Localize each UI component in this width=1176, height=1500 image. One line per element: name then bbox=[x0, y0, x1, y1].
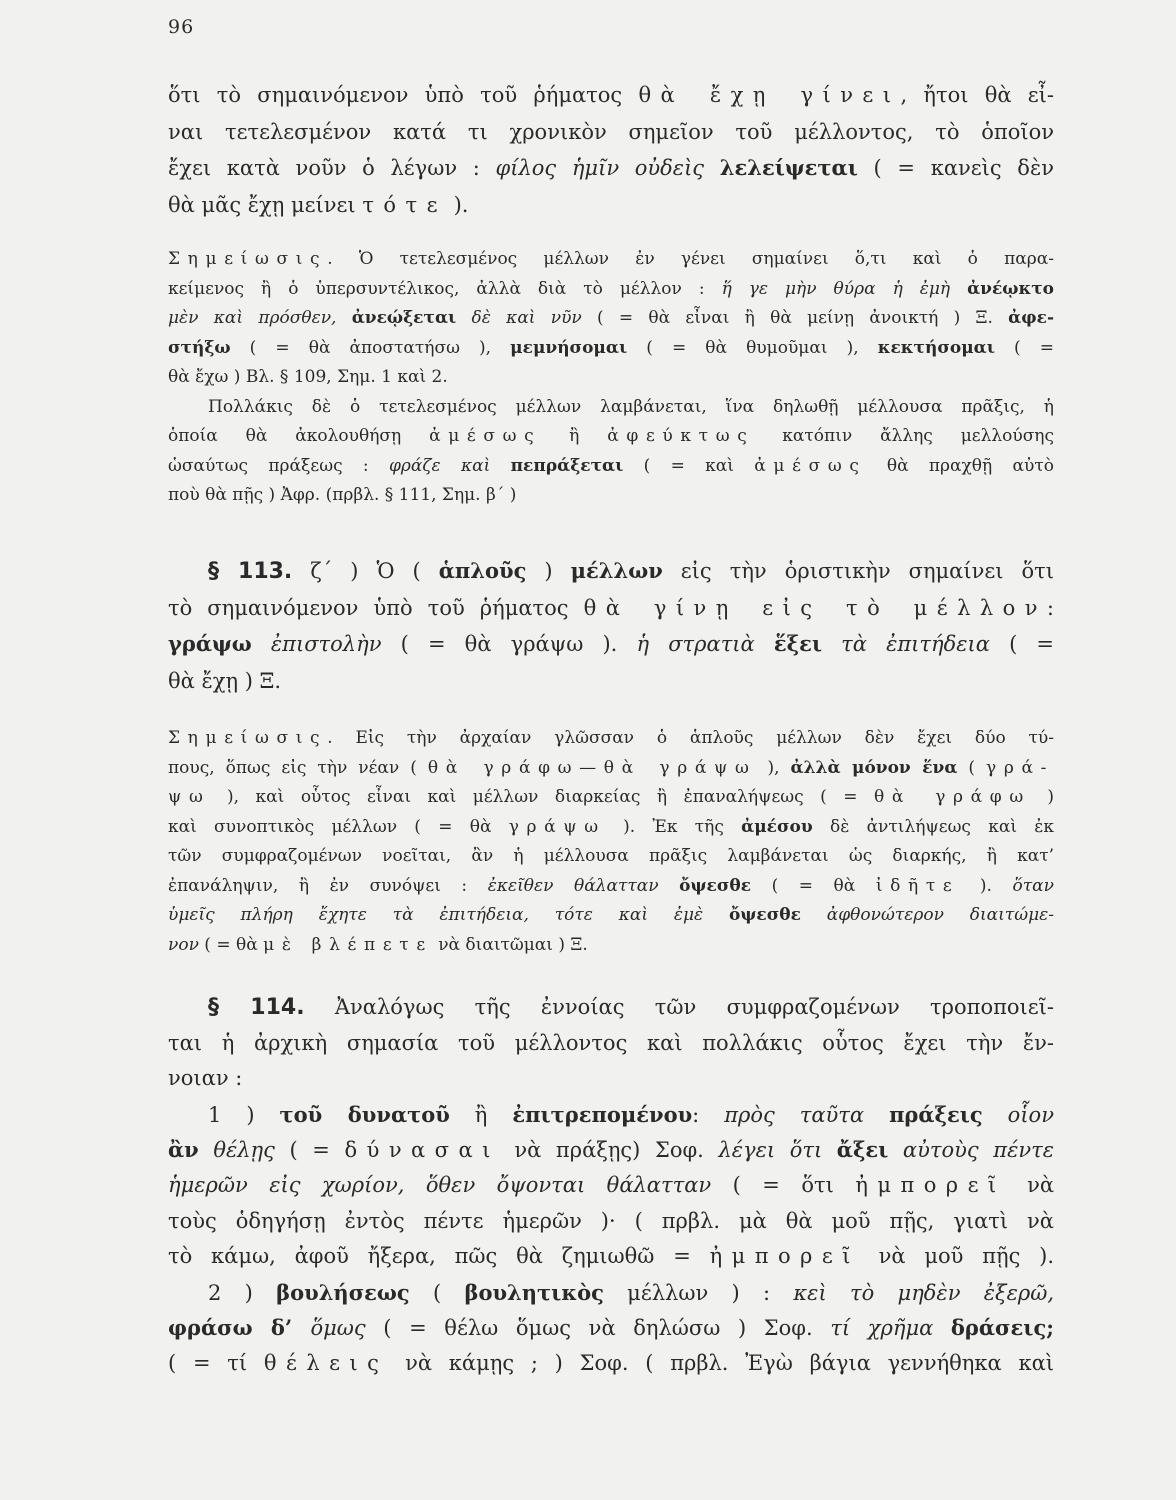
text-run: . Εἰς τὴν ἀρχαίαν γλῶσσαν ὁ ἁπλοῦς μέλλων δὲν ἔχει δύο τύ- bbox=[327, 728, 1054, 748]
text-line bbox=[168, 724, 1054, 754]
text-line bbox=[168, 150, 1054, 187]
text-run: νον bbox=[168, 934, 199, 955]
section-113 bbox=[168, 553, 1054, 699]
text-run: ναι τετελεσμένον κατά τι χρονικὸν σημεῖον τοῦ μέλλοντος, τὸ ὁποῖον bbox=[168, 119, 1054, 144]
text-line bbox=[168, 842, 1054, 872]
text-run: ( bbox=[957, 757, 987, 778]
text-run: ( bbox=[409, 1280, 465, 1305]
text-run: 2 ) bbox=[208, 1280, 277, 1305]
text-run: κεὶ τὸ μηδὲν ἐξερῶ, bbox=[793, 1280, 1054, 1305]
text-run: ( = ὅτι bbox=[711, 1172, 856, 1197]
text-run: πράξεις bbox=[889, 1101, 983, 1127]
text-run: ). Ἐκ τῆς bbox=[605, 816, 742, 837]
text-run: τὸ σημαινόμενον ὑπὸ τοῦ ῥήματος bbox=[168, 595, 584, 620]
text-run: ἀμέσου bbox=[741, 816, 813, 837]
text-run: θὰ ἔχῃ γίνει bbox=[638, 83, 901, 107]
text-run: θέλεις bbox=[263, 1350, 389, 1375]
text-line bbox=[168, 931, 1054, 961]
text-run: νοιαν : bbox=[168, 1066, 243, 1091]
text-run: δ’ bbox=[252, 1315, 311, 1341]
text-run: φίλος ἡμῖν οὐδεὶς bbox=[495, 156, 720, 181]
text-run: ( = θέλω ὅμως νὰ δηλώσω ) Σοφ. bbox=[365, 1316, 831, 1341]
text-line bbox=[168, 1310, 1054, 1346]
text-line bbox=[168, 901, 1054, 931]
text-run: ἐκεῖθεν θάλατταν bbox=[487, 875, 680, 896]
text-run: : bbox=[1046, 595, 1054, 620]
text-run: ( = θὰ bbox=[751, 875, 876, 896]
note-paragraph-2 bbox=[168, 724, 1054, 960]
text-run: θὰ ἔχω ) Βλ. § 109, Σημ. 1 καὶ 2. bbox=[168, 367, 448, 387]
text-run: φράσω bbox=[168, 1315, 253, 1341]
text-run: βουλητικὸς bbox=[464, 1279, 604, 1305]
text-run: μεμνήσομαι bbox=[510, 337, 628, 358]
text-run: θὰ γίνῃ εἰς τὸ μέλλον bbox=[583, 595, 1047, 620]
text-line bbox=[168, 1026, 1054, 1062]
text-run: ( = κανεὶς δὲν bbox=[857, 156, 1054, 181]
text-run: ὑμεῖς πλήρη ἔχητε τὰ ἐπιτήδεια, τότε καὶ ἐμὲ bbox=[168, 905, 730, 925]
text-line bbox=[168, 422, 1054, 452]
text-line bbox=[168, 626, 1054, 663]
text-run: μὲ βλέπετε bbox=[263, 934, 433, 955]
text-run: Πολλάκις δὲ ὁ τετελεσμένος μέλλων λαμβάνεται, ἵνα δηλωθῇ μέλλουσα πρᾶξις, ἡ bbox=[208, 396, 1054, 417]
text-run: θὰ ἔχῃ ) Ξ. bbox=[168, 668, 282, 693]
text-line bbox=[168, 590, 1054, 627]
text-run: τοῦ δυνατοῦ bbox=[279, 1101, 450, 1127]
text-run: ( = θὰ γράψω ). bbox=[381, 632, 637, 657]
text-run: ἁπλοῦς bbox=[438, 558, 527, 583]
text-run: δὲ ἀντιλήψεως καὶ ἐκ bbox=[812, 816, 1054, 837]
note-paragraph-1 bbox=[168, 245, 1054, 511]
text-run: ἂν bbox=[168, 1137, 199, 1163]
text-run: λελείψεται bbox=[719, 155, 858, 181]
text-run: : bbox=[692, 1102, 725, 1127]
text-run: θὰ πραχθῇ αὐτὸ bbox=[866, 455, 1054, 476]
text-run: ποὺ θὰ πῇς ) Ἀφρ. (πρβλ. § 111, Σημ. β΄ ) bbox=[168, 485, 517, 505]
text-line bbox=[168, 334, 1054, 364]
text-run: κείμενος ἢ ὁ ὑπερσυντέλικος, ἀλλὰ διὰ τὸ μέλλον : bbox=[168, 278, 722, 299]
text-run: ( = τί bbox=[168, 1350, 264, 1375]
text-run: αὐτοὺς πέντε bbox=[888, 1138, 1054, 1163]
text-run: ἡ στρατιὰ bbox=[636, 632, 774, 657]
text-run: § 114. bbox=[208, 995, 305, 1020]
text-run: δράσεις; bbox=[950, 1315, 1054, 1341]
text-run: , ἤτοι θὰ εἶ- bbox=[900, 83, 1054, 107]
page-number: 96 bbox=[168, 16, 195, 38]
text-run: θὰ γράφω bbox=[874, 787, 1031, 807]
text-run: ), bbox=[756, 757, 791, 778]
text-run: ἕξει bbox=[773, 631, 823, 657]
text-line bbox=[168, 275, 1054, 305]
text-run: ( = θὰ ἀποστατήσω ), bbox=[230, 337, 511, 358]
text-line bbox=[168, 990, 1054, 1026]
text-run: ἰδῆτε bbox=[875, 875, 960, 896]
text-run: θὰ μᾶς ἔχῃ μείνει bbox=[168, 192, 363, 217]
text-run: ) bbox=[1030, 787, 1054, 807]
text-line bbox=[168, 1097, 1054, 1133]
text-run: μὲν καὶ πρόσθεν, bbox=[168, 308, 352, 328]
text-run: ἀνέῳκτο bbox=[967, 278, 1054, 299]
text-run: οἷον bbox=[982, 1102, 1054, 1127]
text-run: ται ἡ ἀρχικὴ σημασία τοῦ μέλλοντος καὶ πολλάκις οὗτος ἔχει τὴν ἔν- bbox=[168, 1030, 1054, 1055]
text-run: ἀφε- bbox=[1008, 308, 1054, 328]
text-run: ἀμέσως bbox=[429, 426, 542, 446]
text-line bbox=[168, 304, 1054, 334]
text-run: § 113. bbox=[208, 559, 293, 584]
text-run: νὰ μοῦ πῇς ). bbox=[859, 1244, 1054, 1269]
section-114 bbox=[168, 990, 1054, 1382]
text-run: . Ὁ τετελεσμένος μέλλων ἐν γένει σημαίνει ὅ,τι καὶ ὁ παρα- bbox=[327, 249, 1054, 269]
text-run: ( = θὰ bbox=[198, 934, 264, 955]
text-line bbox=[168, 1061, 1054, 1097]
text-run: ὁποία θὰ ἀκολουθήσῃ bbox=[168, 426, 430, 446]
text-run: μέλλων bbox=[570, 558, 663, 583]
text-run: ( = θὰ θυμοῦμαι ), bbox=[627, 337, 878, 358]
text-run: ἀνεῴξεται bbox=[351, 308, 457, 328]
text-line bbox=[168, 393, 1054, 423]
text-run: ὄψεσθε bbox=[679, 875, 752, 896]
text-run: ὄψεσθε bbox=[729, 905, 801, 925]
text-run: ). bbox=[446, 192, 469, 217]
text-run: τότε bbox=[362, 192, 447, 217]
text-run: ( = θὰ εἶναι ἢ θὰ μείνῃ ἀνοικτή ) Ξ. bbox=[581, 308, 1009, 328]
text-line bbox=[168, 1239, 1054, 1275]
text-line bbox=[168, 872, 1054, 902]
text-run: δὲ καὶ νῦν bbox=[456, 308, 582, 328]
text-run: ἀλλὰ μόνον ἕνα bbox=[790, 757, 958, 778]
text-run: μέλλων ) : bbox=[603, 1280, 794, 1305]
text-line bbox=[168, 813, 1054, 843]
text-line bbox=[168, 114, 1054, 151]
text-line bbox=[168, 754, 1054, 784]
text-run: Σημείωσις bbox=[168, 249, 328, 269]
text-run: θέλῃς bbox=[198, 1138, 275, 1163]
text-line bbox=[168, 245, 1054, 275]
text-run: ἢ bbox=[449, 1102, 513, 1127]
text-run: ἔχει κατὰ νοῦν ὁ λέγων : bbox=[168, 156, 496, 181]
text-line bbox=[168, 663, 1054, 700]
text-run: βουλήσεως bbox=[276, 1279, 410, 1305]
text-run: στήξω bbox=[168, 337, 231, 358]
text-run: ἐπιτρεπομένου bbox=[512, 1101, 693, 1127]
text-run: φράζε καὶ bbox=[388, 455, 511, 476]
text-run: ). bbox=[959, 875, 1013, 896]
text-run: γράψω bbox=[508, 816, 606, 837]
text-run: ἐπιστολὴν bbox=[251, 632, 382, 657]
text-run: κεκτήσομαι bbox=[877, 337, 995, 358]
text-run: θὰ γράφω—θὰ γράψω bbox=[427, 757, 757, 778]
text-run: ὅταν bbox=[1012, 875, 1054, 896]
text-run: ( = καὶ bbox=[623, 455, 755, 476]
text-run: ὅμως bbox=[310, 1316, 366, 1341]
text-run: ἠμπορεῖ bbox=[709, 1244, 860, 1269]
text-run: εἰς τὴν ὁριστικὴν σημαίνει ὅτι bbox=[662, 559, 1054, 583]
text-run: γρά- bbox=[986, 757, 1054, 778]
text-run: τοὺς ὁδηγήσῃ ἐντὸς πέντε ἡμερῶν )· ( πρβλ. μὰ θὰ μοῦ πῇς, γιατὶ νὰ bbox=[168, 1208, 1054, 1233]
text-run: νὰ κάμῃς ; ) Σοφ. ( πρβλ. Ἐγὼ βάγια γεννήθηκα καὶ bbox=[388, 1350, 1054, 1375]
text-run: τὸ κάμω, ἀφοῦ ἤξερα, πῶς θὰ ζημιωθῶ = bbox=[168, 1244, 710, 1269]
text-line bbox=[168, 77, 1054, 114]
text-run: νὰ πράξῃς) Σοφ. bbox=[499, 1138, 719, 1163]
text-run: ( = bbox=[994, 337, 1054, 358]
text-run: ἀφθονώτερον διαιτώμε- bbox=[800, 905, 1054, 925]
text-line bbox=[168, 783, 1054, 813]
paragraph-main-1 bbox=[168, 77, 1054, 223]
text-run: ) bbox=[526, 559, 571, 583]
text-line bbox=[168, 363, 1054, 393]
text-run: πρὸς ταῦτα bbox=[724, 1102, 890, 1127]
text-run: τὰ ἐπιτήδεια bbox=[822, 632, 990, 657]
text-run: ( = bbox=[989, 632, 1054, 657]
text-run: νὰ bbox=[1005, 1172, 1054, 1197]
text-run: ἄξει bbox=[836, 1137, 889, 1163]
text-line bbox=[168, 481, 1054, 511]
text-line bbox=[168, 1275, 1054, 1311]
text-run: κατόπιν ἄλλης μελλούσης bbox=[754, 426, 1054, 446]
text-run: ( = bbox=[274, 1138, 345, 1163]
text-run: δύνασαι bbox=[344, 1138, 500, 1163]
text-line bbox=[168, 1168, 1054, 1204]
text-run: Σημείωσις bbox=[168, 728, 328, 748]
text-line bbox=[168, 452, 1054, 482]
text-run: Ἀναλόγως τῆς ἐννοίας τῶν συμφραζομένων τροποποιεῖ- bbox=[304, 995, 1054, 1019]
text-run: τί χρῆμα bbox=[830, 1316, 951, 1341]
text-run: ὡσαύτως πράξεως : bbox=[168, 455, 389, 476]
text-run: ἥ γε μὴν θύρα ἡ ἐμὴ bbox=[721, 278, 968, 299]
text-run: ), καὶ οὗτος εἶναι καὶ μέλλων διαρκείας ἢ ἐπαναλήψεως ( = bbox=[210, 787, 875, 807]
text-run: νὰ διαιτῶμαι ) Ξ. bbox=[432, 934, 588, 955]
text-line bbox=[168, 1346, 1054, 1382]
text-run: γράψω bbox=[168, 631, 252, 657]
text-line bbox=[168, 1204, 1054, 1240]
text-run: τῶν συμφραζομένων νοεῖται, ἂν ἡ μέλλουσα πρᾶξις λαμβάνεται ὡς διαρκής, ἢ κατ’ bbox=[168, 846, 1054, 866]
text-line bbox=[168, 1132, 1054, 1168]
text-run: πους, ὅπως εἰς τὴν νέαν ( bbox=[168, 757, 428, 778]
text-run: ὅτι τὸ σημαινόμενον ὑπὸ τοῦ ῥήματος bbox=[168, 83, 639, 107]
text-run: ἀμέσως bbox=[754, 455, 867, 476]
text-run: πεπράξεται bbox=[510, 455, 624, 476]
text-run: λέγει ὅτι bbox=[718, 1138, 837, 1163]
text-run: ἐπανάληψιν, ἢ ἐν συνόψει : bbox=[168, 875, 488, 896]
text-line bbox=[168, 553, 1054, 590]
text-line bbox=[168, 187, 1054, 224]
text-run: ἠμπορεῖ bbox=[855, 1172, 1006, 1197]
text-run: ψω bbox=[168, 787, 211, 807]
text-run: ζ΄ ) Ὁ ( bbox=[292, 559, 439, 583]
text-run: ἀφεύκτως bbox=[607, 426, 755, 446]
text-run: 1 ) bbox=[208, 1102, 280, 1127]
text-run: ἢ bbox=[541, 426, 608, 446]
text-run: καὶ συνοπτικὸς μέλλων ( = θὰ bbox=[168, 816, 509, 837]
text-run: ἡμερῶν εἰς χωρίον, ὅθεν ὄψονται θάλατταν bbox=[168, 1172, 712, 1197]
